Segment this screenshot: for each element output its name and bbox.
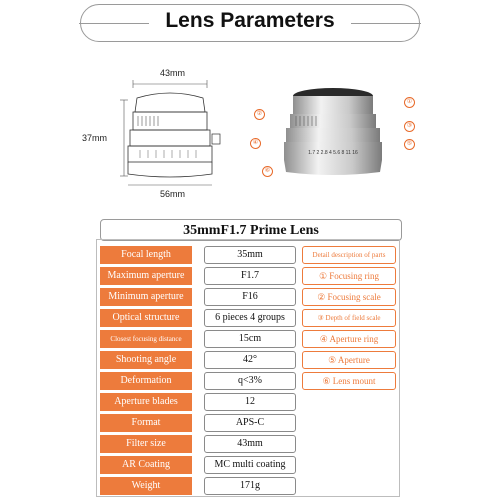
part-item: ② Focusing scale bbox=[302, 288, 396, 306]
product-name: 35mmF1.7 Prime Lens bbox=[183, 223, 319, 238]
aperture-scale-numbers: 1.7 2 2.8 4 5.6 8 11 16 bbox=[308, 150, 358, 156]
spec-label: Filter size bbox=[100, 435, 192, 453]
spec-value: 6 pieces 4 groups bbox=[204, 309, 296, 327]
part-item: ⑤ Aperture bbox=[302, 351, 396, 369]
spec-value: 12 bbox=[204, 393, 296, 411]
part-item: ① Focusing ring bbox=[302, 267, 396, 285]
callout-2: ② bbox=[254, 109, 265, 120]
dimension-height: 37mm bbox=[82, 133, 108, 143]
title-frame bbox=[80, 4, 420, 42]
spec-label: Closest focusing distance bbox=[100, 330, 192, 348]
spec-value: 42° bbox=[204, 351, 296, 369]
spec-label: Minimum aperture bbox=[100, 288, 192, 306]
spec-value: 43mm bbox=[204, 435, 296, 453]
spec-value: 15cm bbox=[204, 330, 296, 348]
part-item: ④ Aperture ring bbox=[302, 330, 396, 348]
spec-value: MC multi coating bbox=[204, 456, 296, 474]
part-item: ③ Depth of field scale bbox=[302, 309, 396, 327]
spec-label: Optical structure bbox=[100, 309, 192, 327]
spec-value: 171g bbox=[204, 477, 296, 495]
spec-label: Format bbox=[100, 414, 192, 432]
spec-label: Deformation bbox=[100, 372, 192, 390]
callout-5: ⑤ bbox=[404, 139, 415, 150]
part-item: ⑥ Lens mount bbox=[302, 372, 396, 390]
parts-header: Detail description of parts bbox=[302, 246, 396, 264]
spec-label: Weight bbox=[100, 477, 192, 495]
spec-value: F16 bbox=[204, 288, 296, 306]
spec-label: Shooting angle bbox=[100, 351, 192, 369]
page-title: Lens Parameters bbox=[165, 9, 335, 32]
callout-3: ③ bbox=[404, 121, 415, 132]
spec-label: Maximum aperture bbox=[100, 267, 192, 285]
callout-1: ① bbox=[404, 97, 415, 108]
spec-label: Focal length bbox=[100, 246, 192, 264]
dimension-width-top: 43mm bbox=[160, 68, 186, 78]
spec-value: F1.7 bbox=[204, 267, 296, 285]
spec-value: q<3% bbox=[204, 372, 296, 390]
dimension-width-bottom: 56mm bbox=[160, 189, 186, 199]
callout-6: ⑥ bbox=[262, 166, 273, 177]
spec-value: APS-C bbox=[204, 414, 296, 432]
product-name-frame bbox=[100, 219, 402, 241]
spec-label: Aperture blades bbox=[100, 393, 192, 411]
lens-photo bbox=[272, 82, 394, 182]
callout-4: ④ bbox=[250, 138, 261, 149]
spec-value: 35mm bbox=[204, 246, 296, 264]
spec-label: AR Coating bbox=[100, 456, 192, 474]
lens-line-drawing bbox=[100, 78, 240, 188]
